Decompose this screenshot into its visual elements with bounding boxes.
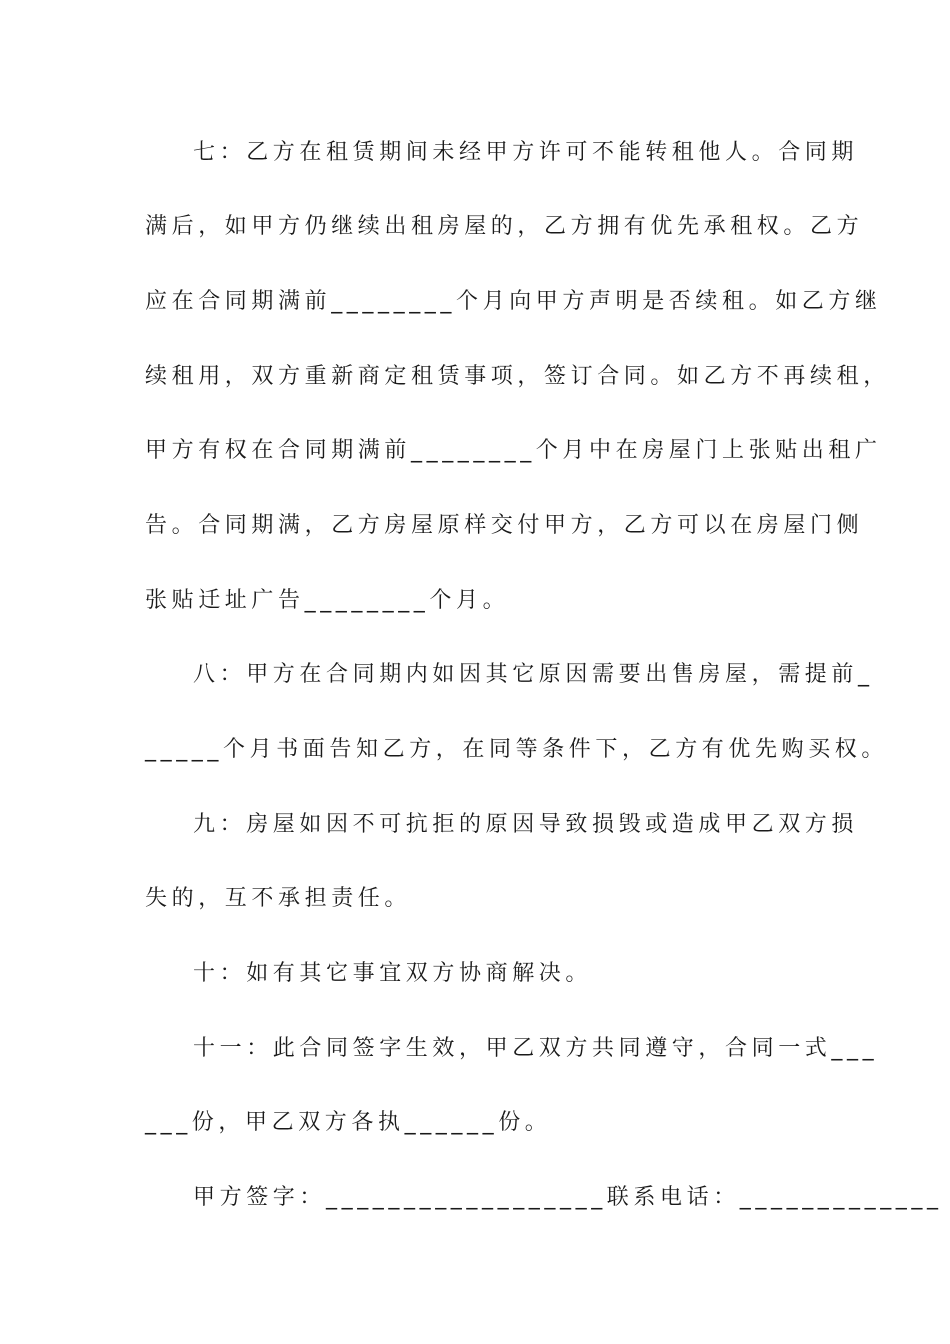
- clause-7-line-2: 满后，如甲方仍继续出租房屋的，乙方拥有优先承租权。乙方: [145, 214, 864, 239]
- clause-7-line-7: 张贴迁址广告________个月。: [145, 588, 510, 613]
- clause-9-line-1: 九：房屋如因不可抗拒的原因导致损毁或造成甲乙双方损: [193, 812, 859, 837]
- signature-line: 甲方签字：__________________联系电话：_____________: [193, 1185, 943, 1210]
- clause-7-line-5: 甲方有权在合同期满前________个月中在房屋门上张贴出租广: [145, 438, 882, 463]
- clause-11-line-1: 十一：此合同签字生效，甲乙双方共同遵守，合同一式___: [193, 1036, 879, 1061]
- clause-8-line-1: 八：甲方在合同期内如因其它原因需要出售房屋，需提前_: [193, 662, 874, 687]
- clause-10-line-1: 十：如有其它事宜双方协商解决。: [193, 961, 593, 986]
- clause-7-line-3: 应在合同期满前________个月向甲方声明是否续租。如乙方继: [145, 289, 882, 314]
- clause-11-line-2: ___份，甲乙双方各执______份。: [145, 1110, 552, 1135]
- clause-7-line-6: 告。合同期满，乙方房屋原样交付甲方，乙方可以在房屋门侧: [145, 513, 864, 538]
- clause-8-line-2: _____个月书面告知乙方，在同等条件下，乙方有优先购买权。: [145, 737, 889, 762]
- clause-7-line-4: 续租用，双方重新商定租赁事项，签订合同。如乙方不再续租，: [145, 364, 890, 389]
- clause-9-line-2: 失的，互不承担责任。: [145, 886, 412, 911]
- clause-7-line-1: 七：乙方在租赁期间未经甲方许可不能转租他人。合同期: [193, 140, 859, 165]
